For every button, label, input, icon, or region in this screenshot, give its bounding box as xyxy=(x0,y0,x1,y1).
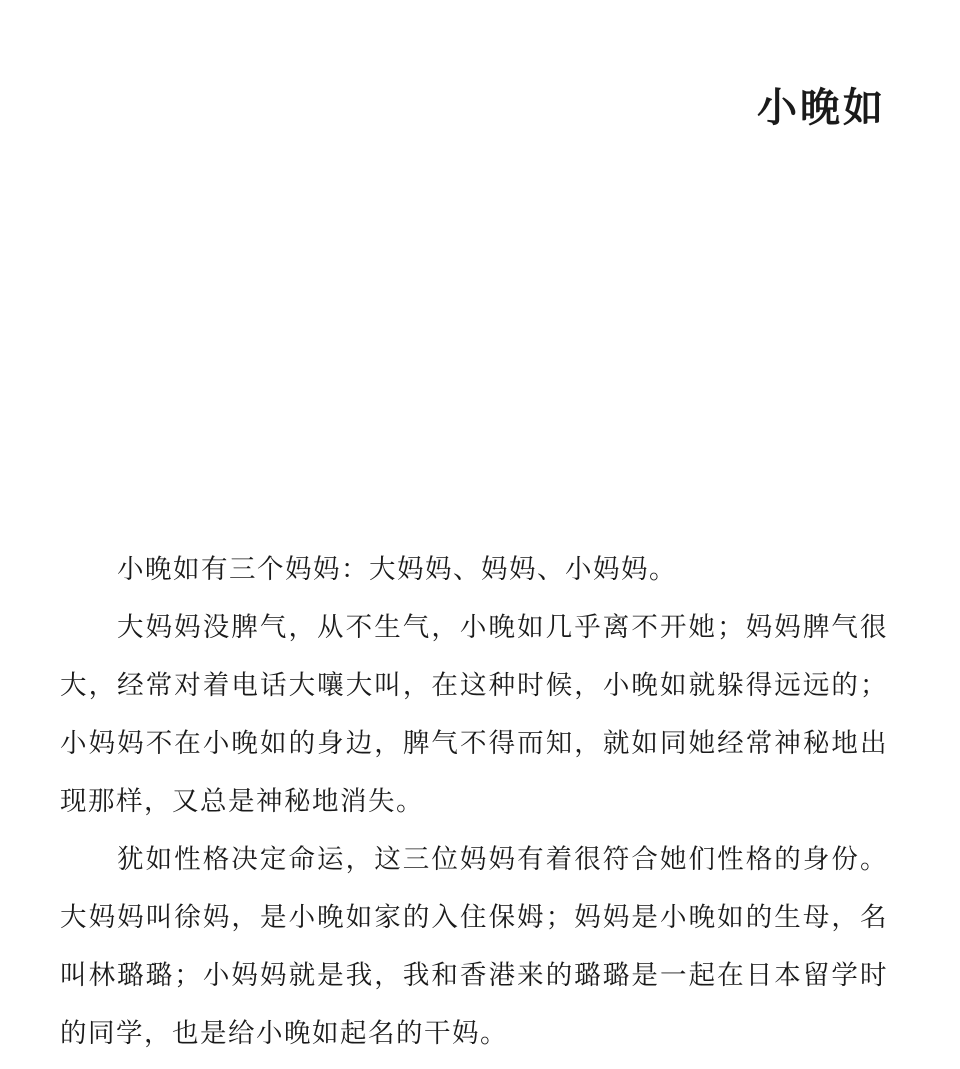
paragraph-1: 小晚如有三个妈妈：大妈妈、妈妈、小妈妈。 xyxy=(117,554,677,585)
paragraph-2: 大妈妈没脾气，从不生气，小晚如几乎离不开她；妈妈脾气很大，经常对着电话大嚷大叫，在这种时候，小晚如就躲得远远的；小妈妈不在小晚如的身边，脾气不得而知，就如同她经常神秘地出现那样，又总是神秘地消失。 xyxy=(60,612,888,817)
chapter-body xyxy=(60,541,888,1063)
chapter-title: 小晚如 xyxy=(757,84,886,131)
paragraph-3: 犹如性格决定命运，这三位妈妈有着很符合她们性格的身份。大妈妈叫徐妈，是小晚如家的入住保姆；妈妈是小晚如的生母，名叫林璐璐；小妈妈就是我，我和香港来的璐璐是一起在日本留学时的同学，也是给小晚如起名的干妈。 xyxy=(60,844,888,1049)
